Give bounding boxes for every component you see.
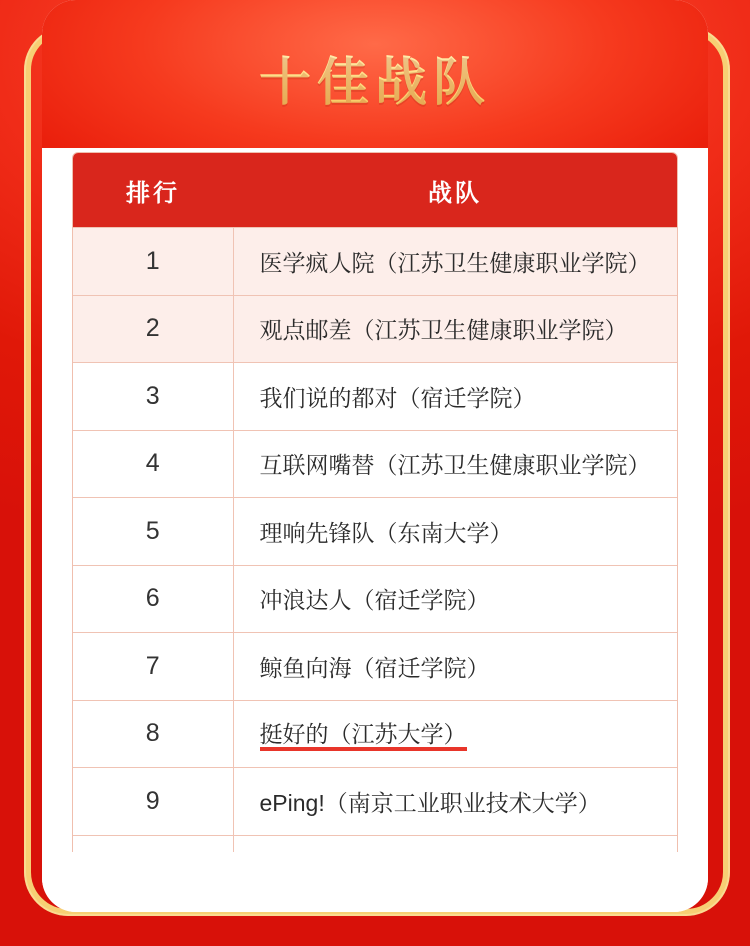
- rank-cell: 2: [73, 295, 233, 363]
- team-name: 我们说的都对（宿迁学院）: [259, 384, 536, 411]
- team-cell: [233, 228, 677, 296]
- team-cell: [233, 295, 677, 363]
- team-cell: [233, 565, 677, 633]
- page-title: 十佳战队: [42, 40, 708, 115]
- ranking-table: [73, 153, 677, 902]
- table-row: [73, 565, 677, 633]
- team-name: 鲸鱼向海（宿迁学院）: [259, 654, 490, 681]
- rank-cell: 8: [73, 700, 233, 768]
- table-row: [73, 768, 677, 836]
- rank-cell: 3: [73, 363, 233, 431]
- table-row: [73, 228, 677, 296]
- rank-cell: 9: [73, 768, 233, 836]
- ranking-table-container: [72, 152, 678, 903]
- rank-cell: 7: [73, 633, 233, 701]
- table-row: [73, 498, 677, 566]
- team-name: 医学疯人院（江苏卫生健康职业学院）: [259, 249, 651, 276]
- team-cell: [233, 498, 677, 566]
- table-row: [73, 363, 677, 431]
- rank-cell: 5: [73, 498, 233, 566]
- card-footer-space: [42, 852, 708, 912]
- rank-cell: 1: [73, 228, 233, 296]
- table-row: [73, 295, 677, 363]
- team-cell: [233, 768, 677, 836]
- ranking-card: [42, 0, 708, 912]
- team-cell: [233, 700, 677, 768]
- ranking-table-body: [73, 228, 677, 903]
- card-header: [42, 0, 708, 148]
- team-name: 挺好的（江苏大学）: [260, 716, 467, 751]
- team-name: 观点邮差（江苏卫生健康职业学院）: [259, 317, 628, 344]
- team-name: ePing!（南京工业职业技术大学）: [259, 789, 601, 816]
- column-header-team: 战队: [233, 153, 677, 228]
- rank-cell: 6: [73, 565, 233, 633]
- team-cell: [233, 430, 677, 498]
- table-row: [73, 700, 677, 768]
- table-header-row: [73, 153, 677, 228]
- team-name: 互联网嘴替（江苏卫生健康职业学院）: [259, 452, 651, 479]
- column-header-rank: 排行: [73, 153, 233, 228]
- team-cell: [233, 633, 677, 701]
- table-row: [73, 633, 677, 701]
- team-cell: [233, 363, 677, 431]
- team-name: 冲浪达人（宿迁学院）: [259, 587, 490, 614]
- team-name: 理响先锋队（东南大学）: [259, 519, 513, 546]
- table-row: [73, 430, 677, 498]
- rank-cell: 4: [73, 430, 233, 498]
